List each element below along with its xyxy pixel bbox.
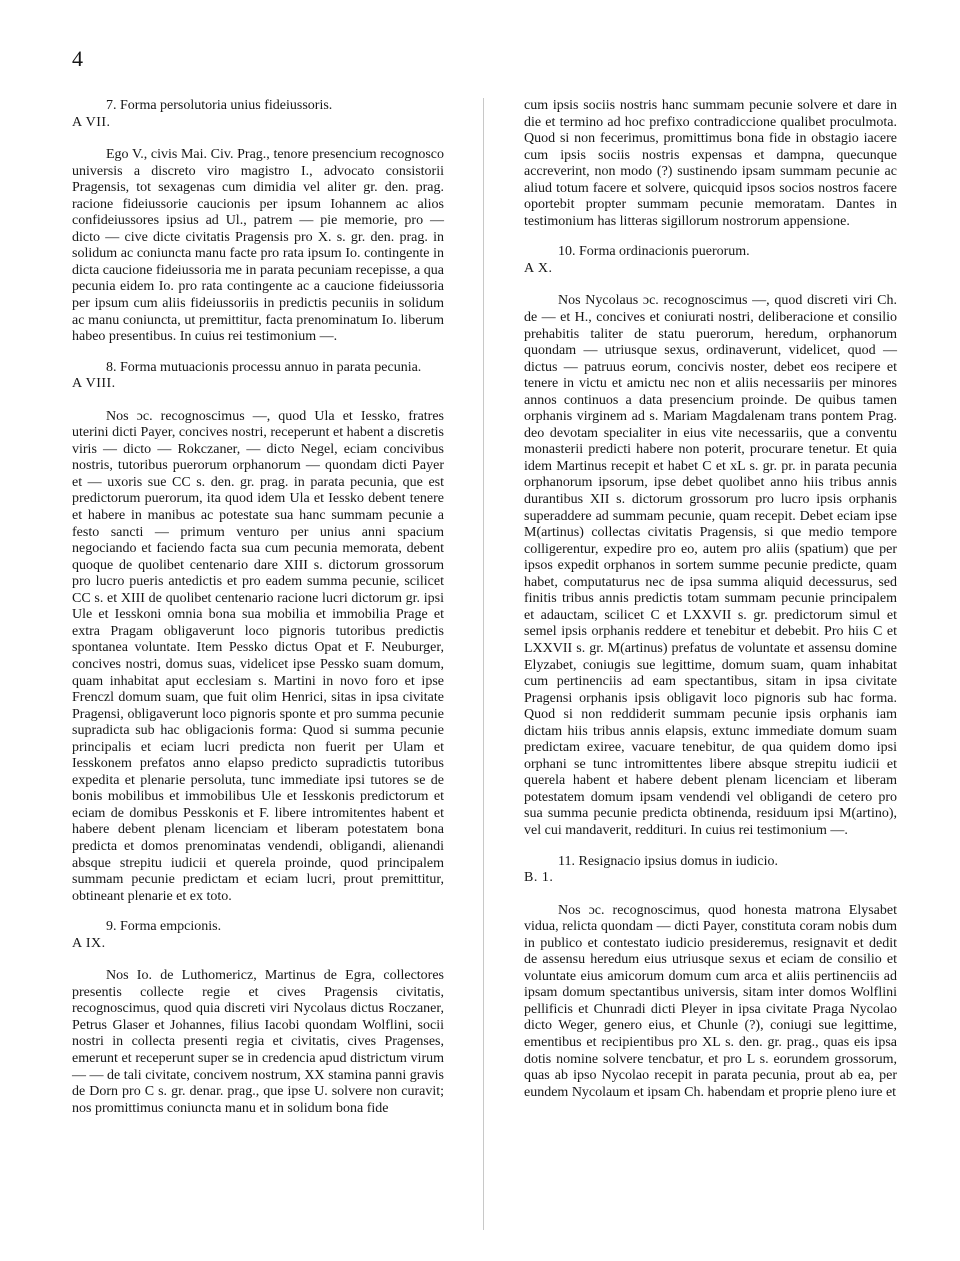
paragraph: Nos Io. de Luthomericz, Martinus de Egra, collectores presentis collecte regie et cives Pragensis civitatis, recognoscimus, quod quia discreti viri Nycolaus dictus Roczaner, Petrus Glaser et Johannes, filius Iacobi quondam Wolflini, socii nostri in collecta presenti regia et civitatis, cives Pragenses, emerunt et receperunt super se in credencia apud districtum virum — — de tali civitate, concivem nostrum, XX stamina panni gravis de Dorn pro C s. gr. denar. prag., que ipse U. solvere non curavit; nos promittimus coniuncta manu et in solidum bona fide xyxy=(72,968,444,1116)
section-body xyxy=(524,903,897,1102)
paragraph: Nos ɔc. recognoscimus —, quod Ula et Iessko, fratres uterini dicti Payer, concives nostri, receperunt et habent a discretis viris — dicto — Rokczaner, — dicto Negel, eciam concivibus nostris, tutoribus puerorum orphanorum — quondam dicti Payer et — uxoris sue CC s. den. gr. prag. in parata pecunia, que est predictorum puerorum, ita quod idem Ula et Iessko debent tenere et habere in manibus ac potestate sua hanc summam pecunie a festo sancti — primum venturo per unius anni spacium negociando et faciendo facta sua cum pecunia memorata, debent quoque de quolibet centenario dare XIII s. dictorum grossorum pro lucro pueris antedictis et pro eadem summa pecunie, scilicet CC s. et XIII de quolibet centenario racione lucri dictorum gr. ipsi Ule et Iesskoni omnia bona sua mobilia et immobilia Prage et extra Pragam obligaverunt loco pignoris tutoribus predictis spontanea voluntate. Item Pessko dictus Opat et F. Neuburger, concives nostri, domus suas, videlicet ipse Pessko suam domum, quam inhabitat aput ecclesiam s. Martini in novo foro et ipse Frenczl domum suam, que fuit olim Henrici, sitas in ipsa civitate Pragensi, obligaverunt loco pignoris sponte et pro summa pecunie supradicta sub hac obligacionis forma: Quod si summa pecunie principalis et eciam lucri predicta non fuerit per Ulam et Iesskonem prefatos anno elapso predicto supradictis tutoribus expedita et plenarie persoluta, tunc immediate ipsi tutores se de bonis mobilibus et immobilibus Ule et Iesskonis predictorum et eciam de domibus Pesskonis et F. libere intromitentes habent et habere debent plenam licenciam et liberam potestatem bona predicta et domos prenominatas vendendi, obligandi, alienandi absque strepitu iudicii et querela proinde, quod principalem summam pecunie predictam et eciam lucri, prout premittitur, obtineant plenarie et ex toto. xyxy=(72,408,444,904)
section-10 xyxy=(524,244,897,839)
section-body xyxy=(72,409,444,905)
paragraph: Ego V., civis Mai. Civ. Prag., tenore presencium recognosco universis a discreto viro magistro I., advocato consistorii Pragensis, tot sexagenas cum dimidia vel aliter gr. den. prag. racione fideiussorie caucionis per ipsum Iohannem ac alios confideiussores ipsius ad Ul., patrem — pie memorie, pro — dicto — cive dicte civitatis Pragensis pro X. s. gr. den. prag. in solidum ac coniuncta manu facte pro rata ipsum Io. contingente in dicta caucione fideiussoria me in parata pecuniam recepisse, a qua pecunia eidem Io. pro rata contingente ac a caucione fideiussoria per ipsum cum aliis fideiussoriis in predictis pecuniis in solidum ac manu coniuncta, ut premittitur, facta prenominatum Io. liberum habeo presentibus. In cuius rei testimonium —. xyxy=(72,147,444,345)
column-divider xyxy=(483,98,484,1230)
section-heading: 8. Forma mutuacionis processu annuo in parata pecunia. xyxy=(106,359,422,375)
section-heading: 11. Resignacio ipsius domus in iudicio. xyxy=(558,853,778,869)
section-8 xyxy=(72,360,444,906)
section-code: B. 1. xyxy=(524,870,554,886)
section-code: A IX. xyxy=(72,935,106,951)
section-body xyxy=(524,293,897,839)
paragraph: Nos Nycolaus ɔc. recognoscimus —, quod discreti viri Ch. de — et H., concives et coniurati nostri, deliberacione et consilio prehabitis taliter de statu puerorum, heredum, orphanorum quondam — utriusque sexus, ordinaverunt, videlicet, quod — dictus — patruus eorum, concivis noster, debet eos recipere et tenere in victu et amictu nec non et aliis necessariis per minores annos continuos a data presencium proinde. De quibus tamen orphanis virginem ad s. Mariam Magdalenam trans pontem Prag. deo devotam specialiter in eius vite necessariis, que a conventu monasterii predicti habere non poterit, procurare tenetur. Et quia idem Martinus recepit et habet C et xL s. gr. pr. in parata pecunia orphanorum ipsorum, ipse debet quolibet anno hiis tribus annis durantibus XII s. dictorum grossorum pro lucro ipsis orphanis superaddere ad summam pecunie, quam recepit. Debet eciam ipse M(artinus) collectas civitatis Pragensis, si que medio tempore colligerentur, expedire pro eo, autem pro aliis (spatium) que per ipsos expedit orphanos in sortem summe pecunie predicte, quam habet, computaturus nec de ipsa summa aliquid decessurus, sed finitis tribus annis predictis totam summam pecunie principalem et adauctam, scilicet C et LXXVII s. gr. predictorum simul et semel ipsis orphanis reddere et tenebitur et debebit. Pro hiis C et LXXVII s. gr. M(artinus) prefatus de voluntate et assensu domine Elyzabet, coniugis sue legittime, domum suam, quam inhabitat cum pertinenciis ad eam spectantibus, sitam in ipsa civitate Pragensi orphanis ipsis obligavit loco pignoris sub hac forma. Quod si non reddiderit summam pecunie ipsis orphanis iam dictam hiis tribus annis elapsis, extunc immediate domum suam predictam exiree, vacuare tenebitur, de qua quidem domo ipsi orphani se tunc intromittentes libere absque strepitu iudicii et querela habent et habere debent plenam licenciam et liberam potestatem domum ipsam vendendi vel obligandi de cetero pro sua summa pecunie predicta obtinenda, residuum ipsi M(artino), vel cui mandaverit, reddituri. In cuius rei testimonium —. xyxy=(524,293,897,838)
section-body xyxy=(72,147,444,346)
section-code: A X. xyxy=(524,260,553,276)
paragraph: Nos ɔc. recognoscimus, quod honesta matrona Elysabet vidua, relicta quondam — dicti Payer, constituta coram nobis dum in publico et contestato iudicio presideremus, resignavit et dedit de assensu heredum eius utriusque sexus et eciam de consilio et voluntate eius amicorum domum cum arca et aliis pertinenciis ad ipsam domum spectantibus universis, sitam inter domos Wolflini pellificis et Chunradi dicti Pleyer in ipsa civitate Praga Nycolao dicto Weger, genero eius, et Chunle (?), coniugi sue legittime, ementibus et recipientibus pro XL s. den. gr. prag., quas eis ipsa dotis nomine solvere tencbatur, et pro L s. eorundem grossorum, quas ab ipso Nycolao recepit in parata pecunia, prout ab ea, per eundem Nycolaum et ipsam Ch. habendam et proprie pleno iure et xyxy=(524,902,897,1100)
right-column xyxy=(524,98,897,1101)
left-column xyxy=(72,98,444,1117)
section-heading: 10. Forma ordinacionis puerorum. xyxy=(558,244,750,260)
section-11 xyxy=(524,854,897,1102)
section-9 xyxy=(72,919,444,1117)
section-code: A VII. xyxy=(72,114,111,130)
continuation-paragraph: cum ipsis sociis nostris hanc summam pecunie solvere et dare in die et termino ad hoc prefixo contradiccione qualibet proculmota. Quod si non fecerimus, promittimus bona fide in obstagio iacere cum ipsis sociis nostris expensas et dampna, quecunque accreverint, non modo (?) sustinendo ipsam summam pecunie ac aliud totum facere et solvere, quicquid ipsos socios nostros facere oportebit propter summam pecunie memoratam. Dantes in testimonium has litteras sigillorum nostrorum appensione. xyxy=(524,98,897,229)
section-body xyxy=(72,968,444,1117)
section-heading: 7. Forma persolutoria unius fideiussoris. xyxy=(106,98,333,113)
section-code: A VIII. xyxy=(72,376,116,392)
page-number: 4 xyxy=(72,46,83,71)
section-7 xyxy=(72,98,444,346)
section-heading: 9. Forma empcionis. xyxy=(106,919,222,935)
